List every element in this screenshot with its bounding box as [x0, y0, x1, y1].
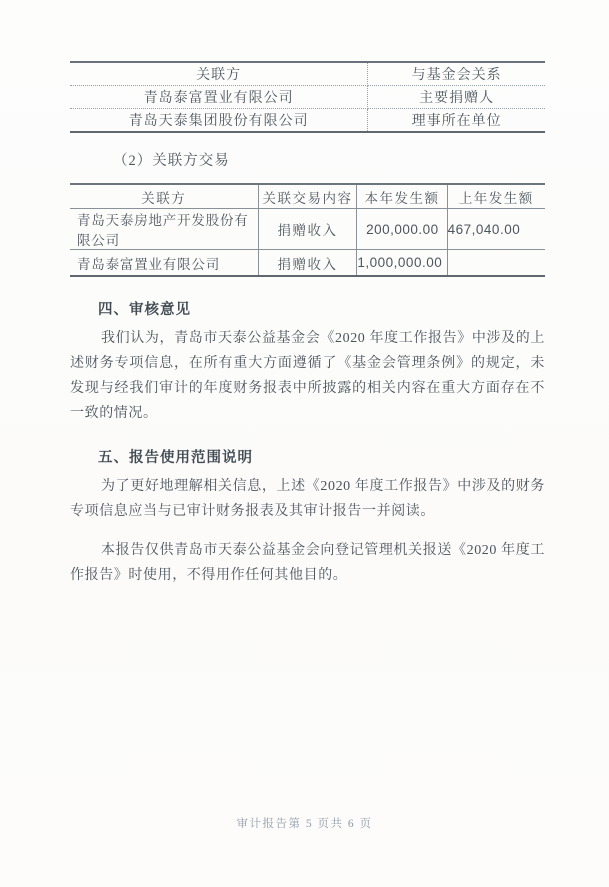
table-cell-content: 捐赠收入	[258, 250, 357, 277]
table-cell-party: 青岛天泰房地产开发股份有限公司	[70, 209, 258, 250]
table-cell-current-amount: 200,000.00	[357, 209, 447, 250]
table-row	[70, 86, 545, 109]
column-header-transaction-content: 关联交易内容	[258, 184, 357, 209]
usage-scope-paragraph-1: 为了更好地理解相关信息，上述《2020 年度工作报告》中涉及的财务专项信息应当与已审计财务报表及其审计报告一并阅读。	[70, 479, 545, 519]
column-header-current-year-amount: 本年发生额	[357, 184, 447, 209]
table-cell-relation: 理事所在单位	[411, 114, 502, 129]
audit-opinion-heading: 四、审核意见	[98, 302, 191, 318]
transactions-section-label: （2）关联方交易	[113, 153, 230, 169]
column-header-related-party: 关联方	[70, 62, 368, 86]
table-cell-prior-amount: 467,040.00	[447, 209, 545, 250]
table-row	[70, 250, 545, 277]
column-header-prior-year-amount: 上年发生额	[447, 184, 545, 209]
column-header-related-party: 关联方	[70, 184, 258, 209]
usage-scope-heading: 五、报告使用范围说明	[98, 450, 253, 466]
column-header-foundation-relation: 与基金会关系	[368, 62, 545, 86]
relationship-table	[70, 61, 545, 133]
table-cell-party: 青岛天泰集团股份有限公司	[70, 109, 368, 133]
table-cell-party: 青岛泰富置业有限公司	[70, 250, 258, 277]
table-cell-current-amount: 1,000,000.00	[357, 250, 447, 277]
table-row	[70, 109, 545, 133]
table-row	[70, 209, 545, 250]
table-header-row	[70, 184, 545, 209]
page-content	[70, 61, 545, 588]
table-header-row	[70, 62, 545, 86]
usage-scope-paragraph-2: 本报告仅供青岛市天泰公益基金会向登记管理机关报送《2020 年度工作报告》时使用，不得用作任何其他目的。	[70, 543, 545, 583]
table-cell-content: 捐赠收入	[258, 209, 357, 250]
table-cell-prior-amount	[447, 250, 545, 277]
transactions-table	[70, 183, 545, 277]
audit-opinion-paragraph: 我们认为，青岛市天泰公益基金会《2020 年度工作报告》中涉及的上述财务专项信息，在所有重大方面遵循了《基金会管理条例》的规定，未发现与经我们审计的年度财务报表中所披露的相关内容在重大方面存在不一致的情况。	[70, 331, 545, 421]
table-cell-party: 青岛泰富置业有限公司	[70, 86, 368, 109]
page-footer: 审计报告第 5 页共 6 页	[236, 818, 373, 830]
table-cell-relation: 主要捐赠人	[368, 86, 545, 109]
